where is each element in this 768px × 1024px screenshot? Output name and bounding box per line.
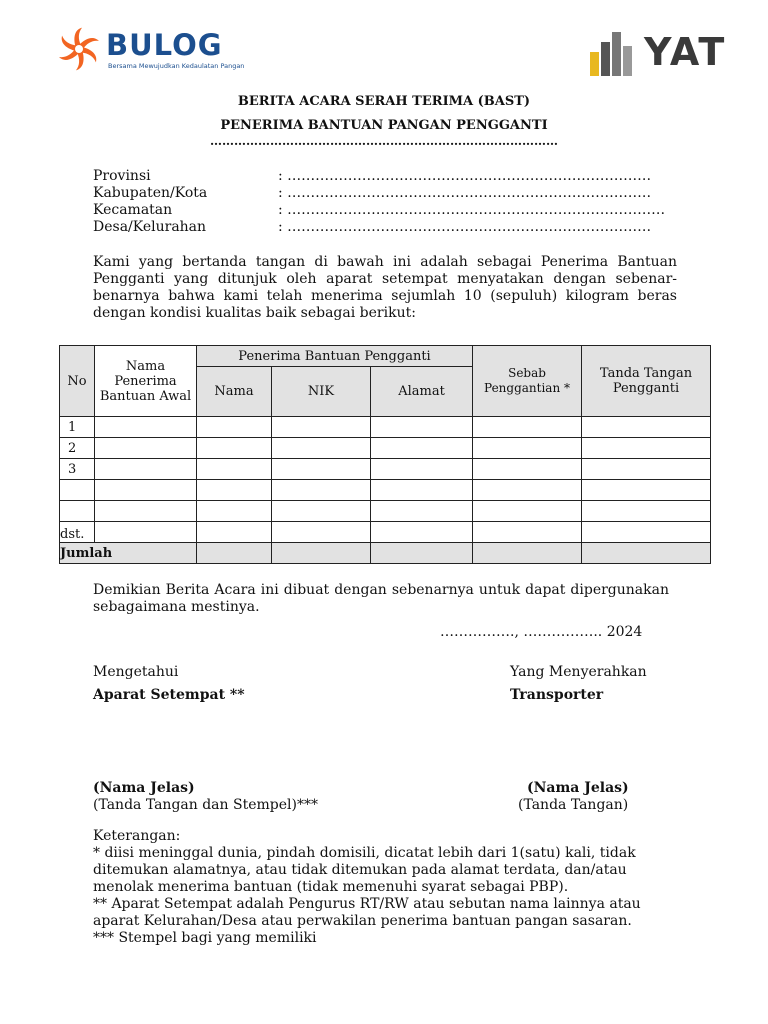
left-sign-caption: (Tanda Tangan dan Stempel)***: [93, 797, 318, 813]
intro-paragraph: [93, 254, 677, 322]
row-number: dst.: [60, 522, 95, 543]
date-line: ……………., …………….. 2024: [440, 624, 643, 640]
cell-input[interactable]: [197, 438, 272, 459]
cell-input[interactable]: [582, 438, 711, 459]
header-sebab: Sebab Penggantian *: [473, 346, 582, 417]
total-label: Jumlah: [60, 543, 197, 564]
cell-input[interactable]: [197, 417, 272, 438]
yai-logo-icon: [588, 28, 644, 78]
field-label-kecamatan: Kecamatan: [93, 202, 173, 218]
note-item: ** Aparat Setempat adalah Pengurus RT/RW atau sebutan nama lainnya atau aparat Kelurahan/Desa atau perwakilan penerima bantuan pangan sasaran.: [93, 896, 641, 929]
left-sign-label: Mengetahui: [93, 664, 179, 680]
cell-input[interactable]: [272, 480, 371, 501]
header-penerima-pengganti: Penerima Bantuan Pengganti: [197, 346, 473, 367]
field-value-provinsi: : ……………………………………………………………………: [278, 168, 652, 184]
cell-input[interactable]: [582, 417, 711, 438]
cell-input[interactable]: [473, 501, 582, 522]
total-row: [60, 543, 711, 564]
row-number: [60, 501, 95, 522]
left-sign-role: Aparat Setempat **: [93, 687, 245, 703]
row-number: 2: [60, 438, 95, 459]
header-alamat: Alamat: [371, 367, 473, 417]
header-nik: NIK: [272, 367, 371, 417]
cell-input[interactable]: [197, 522, 272, 543]
field-value-desa: : ……………………………………………………………………: [278, 219, 652, 235]
cell-input[interactable]: [95, 501, 197, 522]
right-sign-label: Yang Menyerahkan: [510, 664, 647, 680]
bulog-tagline: Bersama Mewujudkan Kedaulatan Pangan: [108, 62, 245, 70]
header-nama: Nama: [197, 367, 272, 417]
yai-logo-text: YAT: [644, 30, 727, 74]
cell-input[interactable]: [473, 459, 582, 480]
document-subtitle: PENERIMA BANTUAN PANGAN PENGGANTI: [220, 118, 548, 133]
cell-input[interactable]: [371, 438, 473, 459]
bulog-logo-text: BULOG: [106, 28, 223, 62]
table-row: [60, 522, 711, 543]
cell-input[interactable]: [582, 459, 711, 480]
closing-paragraph: [93, 582, 669, 616]
table-row: [60, 438, 711, 459]
cell-input[interactable]: [582, 480, 711, 501]
field-value-kecamatan: : ………………………………………………………………………: [278, 202, 666, 218]
cell-input[interactable]: [197, 501, 272, 522]
row-number: 3: [60, 459, 95, 480]
cell-input[interactable]: [272, 501, 371, 522]
header-nama-awal: Nama Penerima Bantuan Awal: [95, 346, 197, 417]
cell-input[interactable]: [371, 459, 473, 480]
left-sign-name: (Nama Jelas): [93, 780, 195, 796]
table-row: [60, 480, 711, 501]
table-row: [60, 459, 711, 480]
cell-input[interactable]: [95, 417, 197, 438]
cell-input[interactable]: [582, 522, 711, 543]
cell-input[interactable]: [197, 480, 272, 501]
cell-input[interactable]: [272, 459, 371, 480]
cell-input[interactable]: [473, 480, 582, 501]
table-row: [60, 417, 711, 438]
cell-input[interactable]: [272, 522, 371, 543]
cell-input[interactable]: [95, 480, 197, 501]
right-sign-caption: (Tanda Tangan): [518, 797, 629, 813]
cell-input[interactable]: [95, 459, 197, 480]
title-dots: ……………………………………………………………………………: [210, 134, 558, 148]
cell-input[interactable]: [95, 438, 197, 459]
table-row: [60, 501, 711, 522]
cell-input[interactable]: [272, 438, 371, 459]
cell-input[interactable]: [473, 438, 582, 459]
field-label-desa: Desa/Kelurahan: [93, 219, 207, 235]
cell-input[interactable]: [582, 501, 711, 522]
field-label-provinsi: Provinsi: [93, 168, 151, 184]
note-item: *** Stempel bagi yang memiliki: [93, 930, 317, 946]
note-item: * diisi meninggal dunia, pindah domisili, dicatat lebih dari 1(satu) kali, tidak ditemukan alamatnya, atau tidak ditemukan pada alamat terdata, dan/atau menolak menerima bantuan (tidak memenuhi syarat sebagai PBP).: [93, 845, 636, 895]
right-sign-role: Transporter: [510, 687, 604, 703]
field-value-kabupaten: : ……………………………………………………………………: [278, 185, 652, 201]
row-number: 1: [60, 417, 95, 438]
intro-text: Kami yang bertanda tangan di bawah ini adalah sebagai Penerima Bantuan Pengganti yang ditunjuk oleh aparat setempat menyatakan dengan sebenar-benarnya bahwa kami telah menerima sejumlah 10 (sepuluh) kilogram beras dengan kondisi kualitas baik sebagai berikut:: [93, 254, 677, 321]
cell-input[interactable]: [371, 501, 473, 522]
cell-input[interactable]: [197, 459, 272, 480]
cell-input[interactable]: [473, 417, 582, 438]
header-no: No: [60, 346, 95, 417]
document-title: BERITA ACARA SERAH TERIMA (BAST): [237, 94, 531, 109]
field-label-kabupaten: Kabupaten/Kota: [93, 185, 208, 201]
cell-input[interactable]: [371, 480, 473, 501]
cell-input[interactable]: [371, 417, 473, 438]
header-tanda-tangan: Tanda Tangan Pengganti: [582, 346, 711, 417]
row-number: [60, 480, 95, 501]
closing-text: Demikian Berita Acara ini dibuat dengan sebenarnya untuk dapat dipergunakan sebagaimana mestinya.: [93, 582, 669, 615]
notes-heading: Keterangan:: [93, 828, 181, 844]
right-sign-name: (Nama Jelas): [527, 780, 629, 796]
cell-input[interactable]: [371, 522, 473, 543]
bulog-logo-icon: [54, 24, 104, 74]
cell-input[interactable]: [272, 417, 371, 438]
notes-section: [93, 828, 683, 947]
recipient-table: [59, 345, 711, 564]
cell-input[interactable]: [95, 522, 197, 543]
cell-input[interactable]: [473, 522, 582, 543]
